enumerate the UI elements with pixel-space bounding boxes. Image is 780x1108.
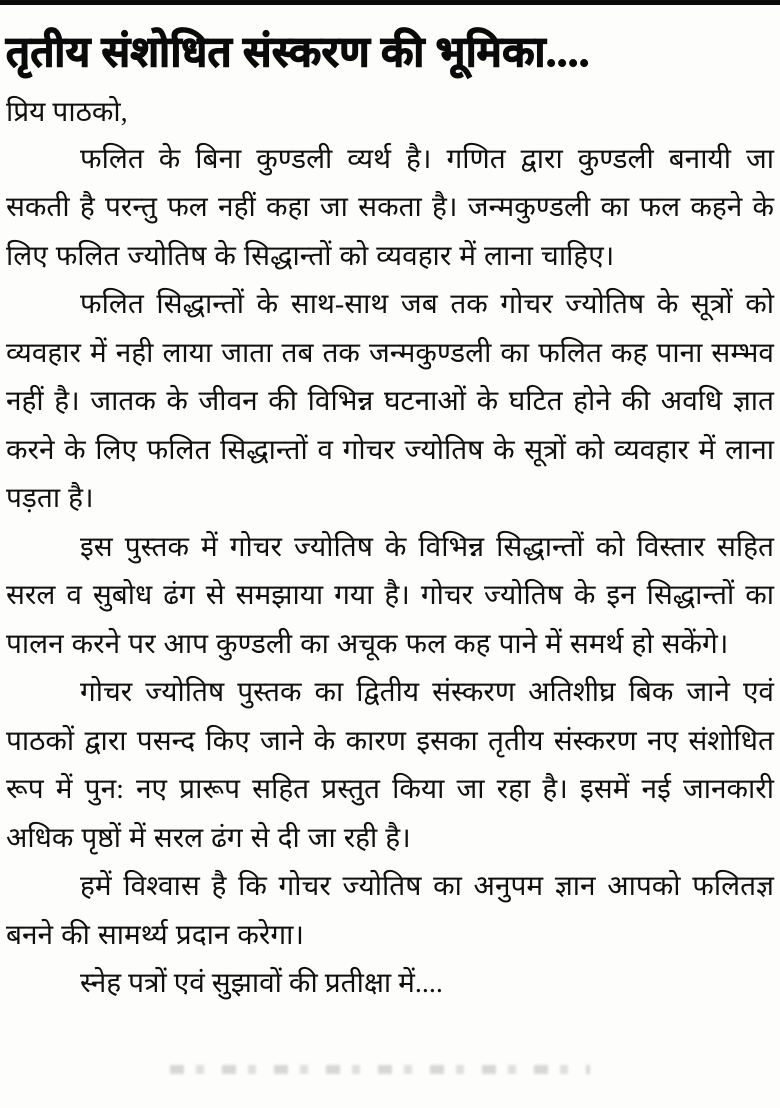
scan-bleedthrough-artifact: [170, 1065, 590, 1074]
closing-line: स्नेह पत्रों एवं सुझावों की प्रतीक्षा में....: [80, 968, 443, 999]
paragraph-4: गोचर ज्योतिष पुस्तक का द्वितीय संस्करण अतिशीघ्र बिक जाने एवं पाठकों द्वारा पसन्द किए जाने के कारण इसका तृतीय संस्करण नए संशोधित रूप में पुन: नए प्रारूप सहित प्रस्तुत किया जा रहा है। इसमें नई जानकारी अधिक पृष्ठों में सरल ढंग से दी जा रही है।: [6, 677, 774, 854]
paragraph-3: इस पुस्तक में गोचर ज्योतिष के विभिन्न सिद्धान्तों को विस्तार सहित सरल व सुबोध ढंग से समझाया गया है। गोचर ज्योतिष के इन सिद्धान्तों का पालन करने पर आप कुण्डली का अचूक फल कह पाने में समर्थ हो सकेंगे।: [6, 531, 774, 660]
page-title: तृतीय संशोधित संस्करण की भूमिका....: [6, 30, 590, 76]
salutation-line: प्रिय पाठको,: [6, 96, 128, 128]
page-content: [0, 5, 780, 1009]
paragraph-5: हमें विश्वास है कि गोचर ज्योतिष का अनुपम ज्ञान आपको फलितज्ञ बनने की सामर्थ्य प्रदान करेगा।: [6, 871, 774, 951]
paragraph-1: फलित के बिना कुण्डली व्यर्थ है। गणित द्वारा कुण्डली बनायी जा सकती है परन्तु फल नहीं कहा जा सकता है। जन्मकुण्डली का फल कहने के लिए फलित ज्योतिष के सिद्धान्तों को व्यवहार में लाना चाहिए।: [6, 143, 774, 272]
paragraph-2: फलित सिद्धान्तों के साथ-साथ जब तक गोचर ज्योतिष के सूत्रों को व्यवहार में नही लाया जाता तब तक जन्मकुण्डली का फलित कह पाना सम्भव नहीं है। जातक के जीवन की विभिन्न घटनाओं के घटित होने की अवधि ज्ञात करने के लिए फलित सिद्धान्तों व गोचर ज्योतिष के सूत्रों को व्यवहार में लाना पड़ता है।: [6, 289, 774, 514]
